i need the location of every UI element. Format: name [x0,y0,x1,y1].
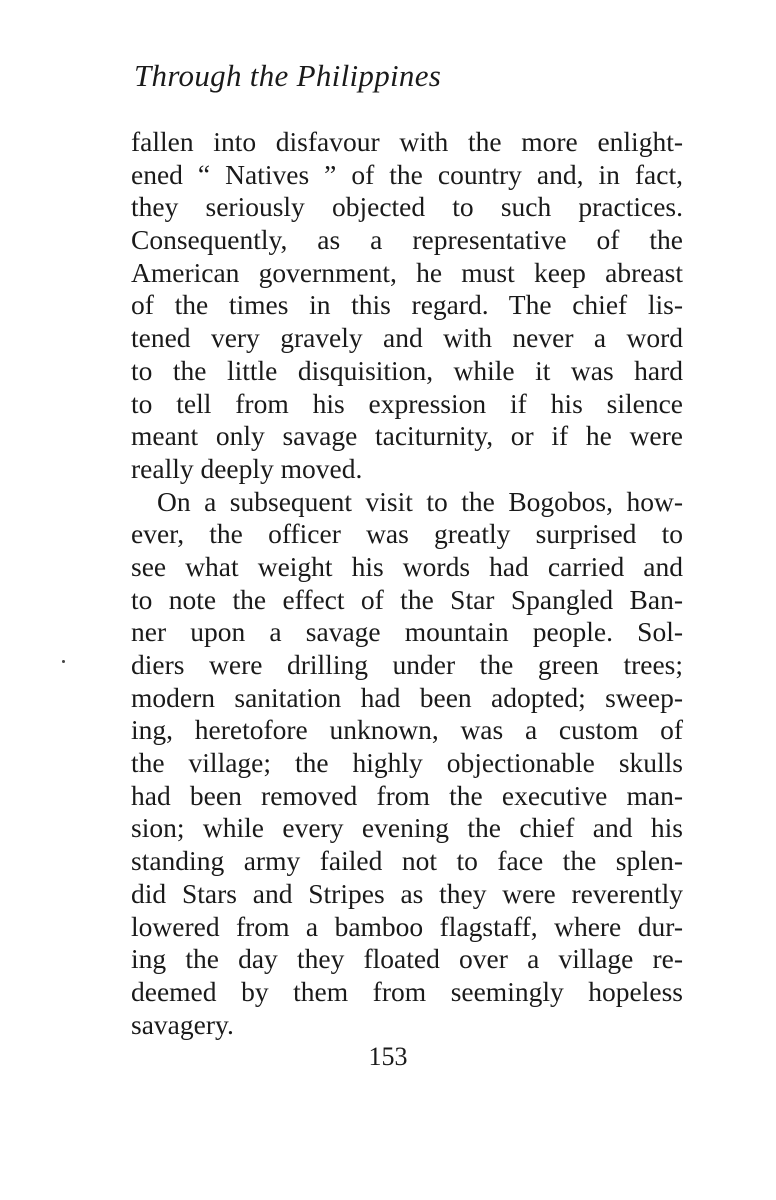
text-line: to tell from his expression if his silence [131,387,683,419]
text-line: the village; the highly objectionable skulls [131,747,683,779]
text-line: deemed by them from seemingly hopeless [131,975,683,1007]
text-line: had been removed from the executive man- [131,779,683,811]
text-line: diers were drilling under the green trees; [131,649,683,680]
text-line: to note the effect of the Star Spangled Ban- [131,583,683,615]
page-number: 153 [368,1042,408,1071]
paragraph [131,486,683,1042]
text-line: On a subsequent visit to the Bogobos, how- [157,485,683,517]
text-line: tened very gravely and with never a word [131,322,683,354]
text-line: sion; while every evening the chief and his [131,812,683,844]
text-line: of the times in this regard. The chief lis- [131,289,683,321]
text-line: see what weight his words had carried and [131,550,683,582]
text-line: ner upon a savage mountain people. Sol- [131,616,683,648]
running-head: Through the Philippines [134,58,442,93]
text-line: ever, the officer was greatly surprised to [131,518,683,550]
text-line: ing the day they floated over a village re- [131,943,683,975]
body-text [131,126,683,1041]
text-line: American government, he must keep abreast [131,256,683,288]
text-line: ened “ Natives ” of the country and, in fact, [131,158,683,190]
text-line: lowered from a bamboo flagstaff, where dur- [131,910,683,942]
text-line: meant only savage taciturnity, or if he were [131,420,683,452]
paragraph [131,126,683,486]
text-line: really deeply moved. [131,452,363,484]
text-line: did Stars and Stripes as they were reverently [131,877,683,909]
text-line: savagery. [131,1008,234,1040]
text-line: they seriously objected to such practices. [131,191,683,223]
print-fleck [62,660,65,663]
text-line: modern sanitation had been adopted; sweep- [131,681,683,713]
text-line: ing, heretofore unknown, was a custom of [131,714,683,746]
text-line: standing army failed not to face the splen- [131,845,683,877]
text-line: Consequently, as a representative of the [131,224,683,256]
text-line: to the little disquisition, while it was hard [131,354,683,386]
text-line: fallen into disfavour with the more enlight- [131,126,683,157]
